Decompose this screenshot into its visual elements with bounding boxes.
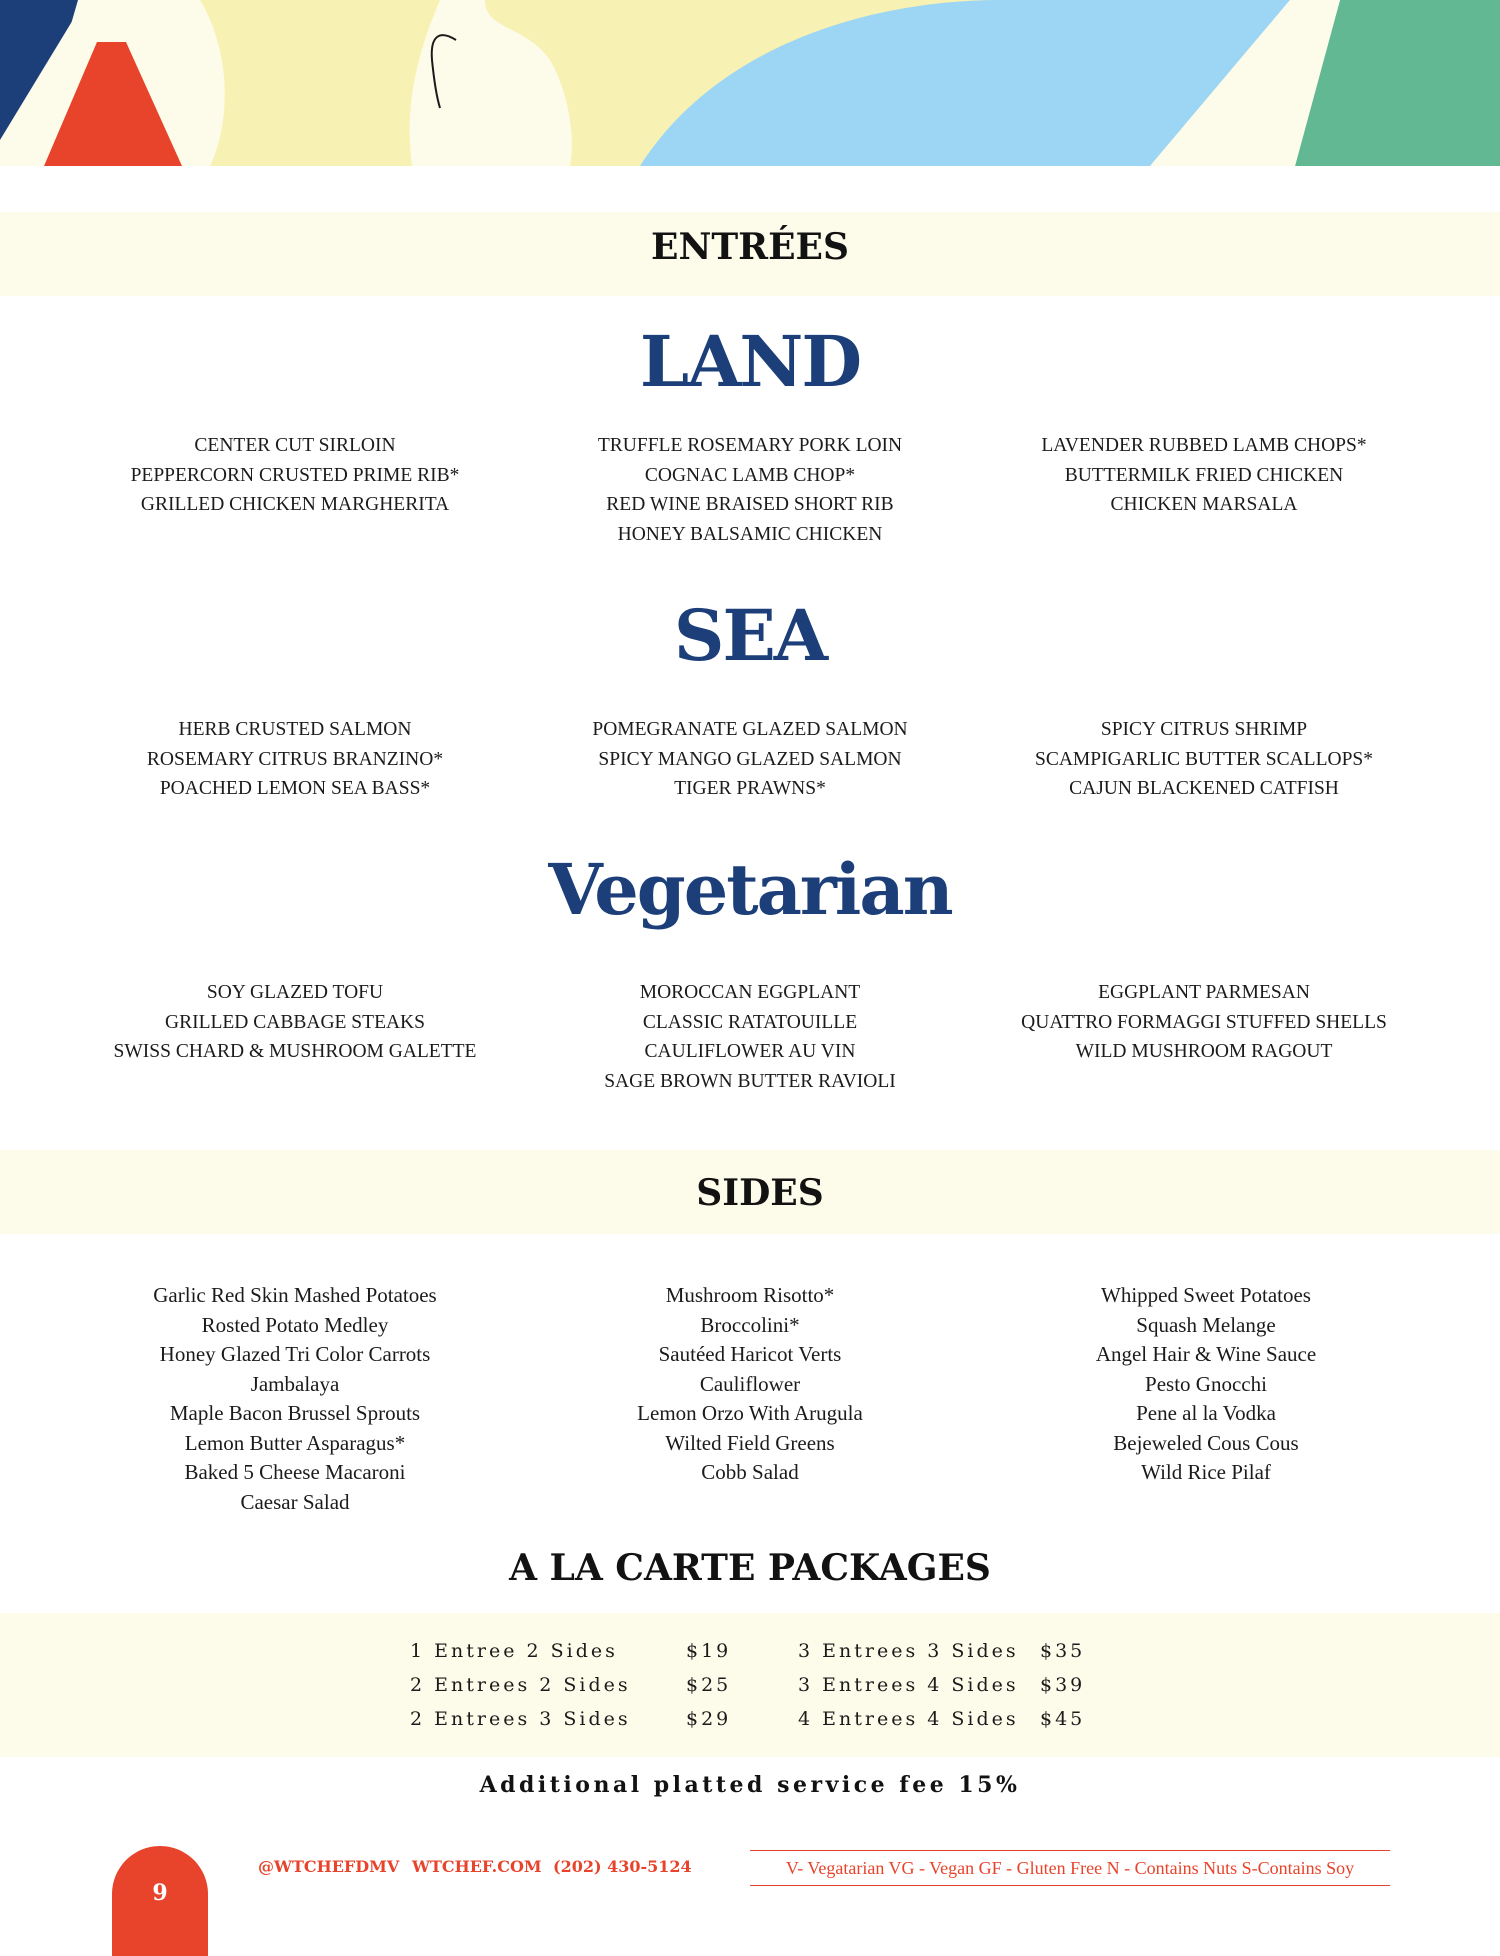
side-item: Mushroom Risotto* (665, 1283, 835, 1307)
package-price: $25 (686, 1674, 732, 1696)
side-item: Whipped Sweet Potatoes (1101, 1283, 1311, 1307)
package-price: $19 (686, 1640, 732, 1662)
side-item: Pene al la Vodka (1136, 1401, 1276, 1425)
menu-item: HONEY BALSAMIC CHICKEN (617, 523, 883, 545)
land-col-1 (65, 431, 525, 520)
menu-item: POMEGRANATE GLAZED SALMON (592, 719, 908, 740)
side-item: Angel Hair & Wine Sauce (1095, 1342, 1317, 1366)
menu-item: ROSEMARY CITRUS BRANZINO* (146, 748, 444, 770)
side-item: Wilted Field Greens (665, 1430, 835, 1455)
menu-item: EGGPLANT PARMESAN (1098, 982, 1310, 1003)
menu-item: CAJUN BLACKENED CATFISH (1069, 778, 1339, 799)
menu-item: SPICY MANGO GLAZED SALMON (598, 748, 902, 770)
sides-col-3 (976, 1281, 1436, 1488)
website-link[interactable]: WTCHEF.COM (412, 1857, 542, 1876)
side-item: Broccolini* (700, 1312, 800, 1337)
packages-band (0, 1613, 1500, 1757)
side-item: Honey Glazed Tri Color Carrots (159, 1342, 431, 1366)
vegetarian-heading: Vegetarian (548, 848, 952, 931)
side-item: Garlic Red Skin Mashed Potatoes (153, 1283, 437, 1307)
sides-col-2 (520, 1281, 980, 1488)
menu-item: HERB CRUSTED SALMON (178, 719, 412, 740)
menu-item: BUTTERMILK FRIED CHICKEN (1064, 464, 1344, 486)
side-item: Cobb Salad (701, 1460, 799, 1484)
menu-item: WILD MUSHROOM RAGOUT (1075, 1041, 1333, 1062)
vegetarian-col-1 (65, 978, 525, 1067)
menu-item: PEPPERCORN CRUSTED PRIME RIB* (130, 464, 460, 486)
side-item: Cauliflower (699, 1371, 801, 1396)
sides-heading: SIDES (696, 1172, 824, 1214)
menu-item: COGNAC LAMB CHOP* (644, 464, 856, 486)
sea-heading: SEA (673, 594, 827, 677)
package-price: $29 (686, 1708, 732, 1730)
side-item: Sautéed Haricot Verts (658, 1342, 842, 1366)
menu-item: CHICKEN MARSALA (1110, 494, 1298, 515)
menu-item: TRUFFLE ROSEMARY PORK LOIN (597, 435, 903, 456)
sea-col-1 (65, 715, 525, 804)
land-heading: LAND (639, 320, 861, 403)
vegetarian-col-2 (520, 978, 980, 1096)
side-item: Maple Bacon Brussel Sprouts (169, 1401, 421, 1425)
side-item: Jambalaya (250, 1371, 340, 1396)
side-item: Baked 5 Cheese Macaroni (184, 1460, 406, 1484)
package-name: 4 Entrees 4 Sides (798, 1708, 1019, 1730)
menu-item: QUATTRO FORMAGGI STUFFED SHELLS (1021, 1011, 1387, 1033)
instagram-handle[interactable]: @WTCHEFDMV (258, 1857, 400, 1876)
package-price: $39 (1040, 1674, 1086, 1696)
entrees-heading: ENTRÉES (651, 226, 849, 268)
package-name: 2 Entrees 3 Sides (410, 1708, 631, 1730)
menu-item: CAULIFLOWER AU VIN (644, 1041, 856, 1062)
page-number: 9 (152, 1880, 168, 1906)
side-item: Lemon Orzo With Arugula (637, 1401, 863, 1425)
menu-item: GRILLED CABBAGE STEAKS (164, 1011, 425, 1033)
menu-item: POACHED LEMON SEA BASS* (159, 778, 431, 799)
package-name: 3 Entrees 4 Sides (798, 1674, 1019, 1696)
menu-item: GRILLED CHICKEN MARGHERITA (140, 494, 450, 515)
side-item: Rosted Potato Medley (201, 1312, 389, 1337)
page-number-badge (112, 1846, 208, 1956)
menu-item: CLASSIC RATATOUILLE (642, 1011, 858, 1033)
package-name: 3 Entrees 3 Sides (798, 1640, 1019, 1662)
service-fee-note: Additional platted service fee 15% (479, 1772, 1021, 1798)
menu-item: TIGER PRAWNS* (674, 778, 826, 799)
menu-item: SOY GLAZED TOFU (206, 982, 384, 1003)
sides-col-1 (65, 1281, 525, 1517)
header-art (0, 0, 1500, 166)
vegetarian-col-3 (974, 978, 1434, 1067)
packages-heading: A LA CARTE PACKAGES (509, 1547, 991, 1589)
side-item: Caesar Salad (240, 1489, 350, 1514)
menu-item: SPICY CITRUS SHRIMP (1100, 719, 1308, 740)
sea-col-2 (520, 715, 980, 804)
dietary-legend: V- Vegatarian VG - Vegan GF - Gluten Free N - Contains Nuts S-Contains Soy (750, 1850, 1390, 1886)
phone-number[interactable]: (202) 430-5124 (553, 1857, 692, 1876)
land-col-2 (520, 431, 980, 549)
menu-item: SAGE BROWN BUTTER RAVIOLI (604, 1070, 896, 1092)
menu-item: LAVENDER RUBBED LAMB CHOPS* (1041, 435, 1367, 456)
menu-item: RED WINE BRAISED SHORT RIB (606, 494, 894, 515)
package-price: $45 (1040, 1708, 1086, 1730)
package-name: 2 Entrees 2 Sides (410, 1674, 631, 1696)
side-item: Squash Melange (1136, 1312, 1276, 1337)
side-item: Lemon Butter Asparagus* (184, 1430, 406, 1455)
menu-item: SCAMPIGARLIC BUTTER SCALLOPS* (1034, 748, 1374, 770)
menu-item: SWISS CHARD & MUSHROOM GALETTE (113, 1041, 477, 1062)
sea-col-3 (974, 715, 1434, 804)
land-col-3 (974, 431, 1434, 520)
package-price: $35 (1040, 1640, 1086, 1662)
package-name: 1 Entree 2 Sides (410, 1640, 618, 1662)
side-item: Bejeweled Cous Cous (1113, 1430, 1299, 1455)
side-item: Pesto Gnocchi (1145, 1371, 1267, 1396)
side-item: Wild Rice Pilaf (1141, 1460, 1271, 1484)
menu-item: MOROCCAN EGGPLANT (639, 982, 861, 1003)
menu-item: CENTER CUT SIRLOIN (194, 435, 396, 456)
